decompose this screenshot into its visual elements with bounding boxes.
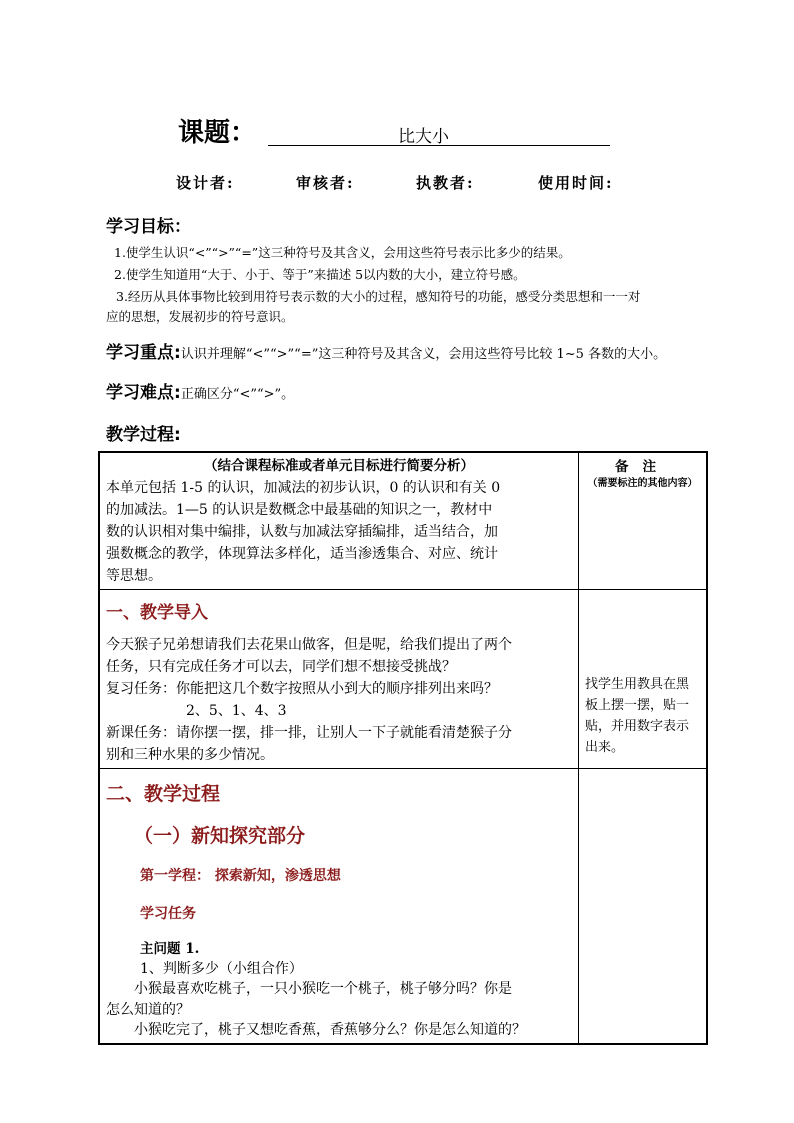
goals-heading: 学习目标： [106, 217, 191, 237]
intro-cell [99, 590, 579, 769]
title-label: 课题： [178, 118, 257, 148]
intro-line: 任务，只有完成任务才可以去，同学们想不想接受挑战？ [106, 659, 456, 675]
step-heading: 第一学程： 探索新知，渗透思想 [140, 868, 341, 884]
question-heading: 主问题 1. [140, 941, 200, 957]
intro-line: 今天猴子兄弟想请我们去花果山做客，但是呢，给我们提出了两个 [106, 637, 512, 653]
intro-side-note: 找学生用教具在黑板上摆一摆，贴一贴，并用数字表示出来。 [585, 677, 690, 755]
focus-row [106, 338, 666, 363]
analysis-header: （结合课程标准或者单元目标进行简要分析） [204, 458, 474, 474]
question-line: 小猴吃完了，桃子又想吃香蕉，香蕉够分么？你是怎么知道的？ [134, 1022, 526, 1038]
difficulty-row [106, 378, 294, 403]
note-title: 备注 [615, 459, 670, 475]
note-cell [579, 452, 708, 590]
analysis-line: 的加减法。1—5 的认识是数概念中最基础的知识之一，教材中 [106, 502, 493, 518]
intro-line: 复习任务：你能把这几个数字按照从小到大的顺序排列出来吗？ [106, 681, 498, 697]
goal-item: 2.使学生知道用“大于、小于、等于”来描述 5以内数的大小，建立符号感。 [114, 267, 526, 282]
question-line: 1、判断多少（小组合作） [140, 961, 303, 977]
analysis-line: 强数概念的教学，体现算法多样化，适当渗透集合、对应、统计 [106, 546, 498, 562]
question-line: 怎么知道的？ [106, 1002, 190, 1018]
analysis-line: 数的认识相对集中编排，认数与加减法穿插编排，适当结合，加 [106, 524, 498, 540]
focus-text: 认识并理解“<”“>”“=”这三种符号及其含义，会用这些符号比较 1~5 各数的大小。 [180, 347, 667, 362]
process-table [98, 451, 708, 1045]
designer-label: 设计者: [176, 174, 235, 192]
focus-heading: 学习重点: [106, 343, 181, 363]
intro-line: 新课任务：请你摆一摆，排一排，让别人一下子就能看清楚猴子分 [106, 725, 512, 741]
title-value: 比大小 [398, 127, 449, 147]
note-subtitle: （需要标注的其他内容） [587, 478, 698, 489]
main-heading: 二、教学过程 [106, 783, 221, 805]
main-note-cell [579, 769, 708, 1045]
goal-item: 1.使学生认识“<”“>”“=”这三种符号及其含义，会用这些符号表示比多少的结果。 [114, 245, 571, 260]
intro-heading: 一、教学导入 [106, 603, 208, 623]
intro-numbers: 2、5、1、4、3 [186, 703, 287, 719]
goal-item: 3.经历从具体事物比较到用符号表示数的大小的过程，感知符号的功能，感受分类思想和一一对 [116, 289, 641, 304]
question-line: 小猴最喜欢吃桃子，一只小猴吃一个桃子，桃子够分吗？你是 [134, 981, 512, 997]
use-time-label: 使用时间: [538, 174, 614, 192]
main-subheading: （一）新知探究部分 [134, 825, 306, 847]
analysis-cell [99, 452, 579, 590]
intro-line: 别和三种水果的多少情况。 [106, 747, 274, 763]
goal-item: 应的思想，发展初步的符号意识。 [106, 309, 294, 324]
teacher-label: 执教者: [416, 174, 475, 192]
task-heading: 学习任务 [140, 906, 196, 922]
intro-note-cell [579, 590, 708, 769]
main-cell [99, 769, 579, 1045]
difficulty-heading: 学习难点: [106, 383, 181, 403]
process-heading: 教学过程: [106, 425, 181, 445]
difficulty-text: 正确区分“<”“>”。 [180, 387, 295, 402]
analysis-line: 本单元包括 1-5 的认识，加减法的初步认识，0 的认识和有关 0 [106, 480, 501, 496]
reviewer-label: 审核者: [296, 174, 355, 192]
analysis-line: 等思想。 [106, 568, 162, 584]
